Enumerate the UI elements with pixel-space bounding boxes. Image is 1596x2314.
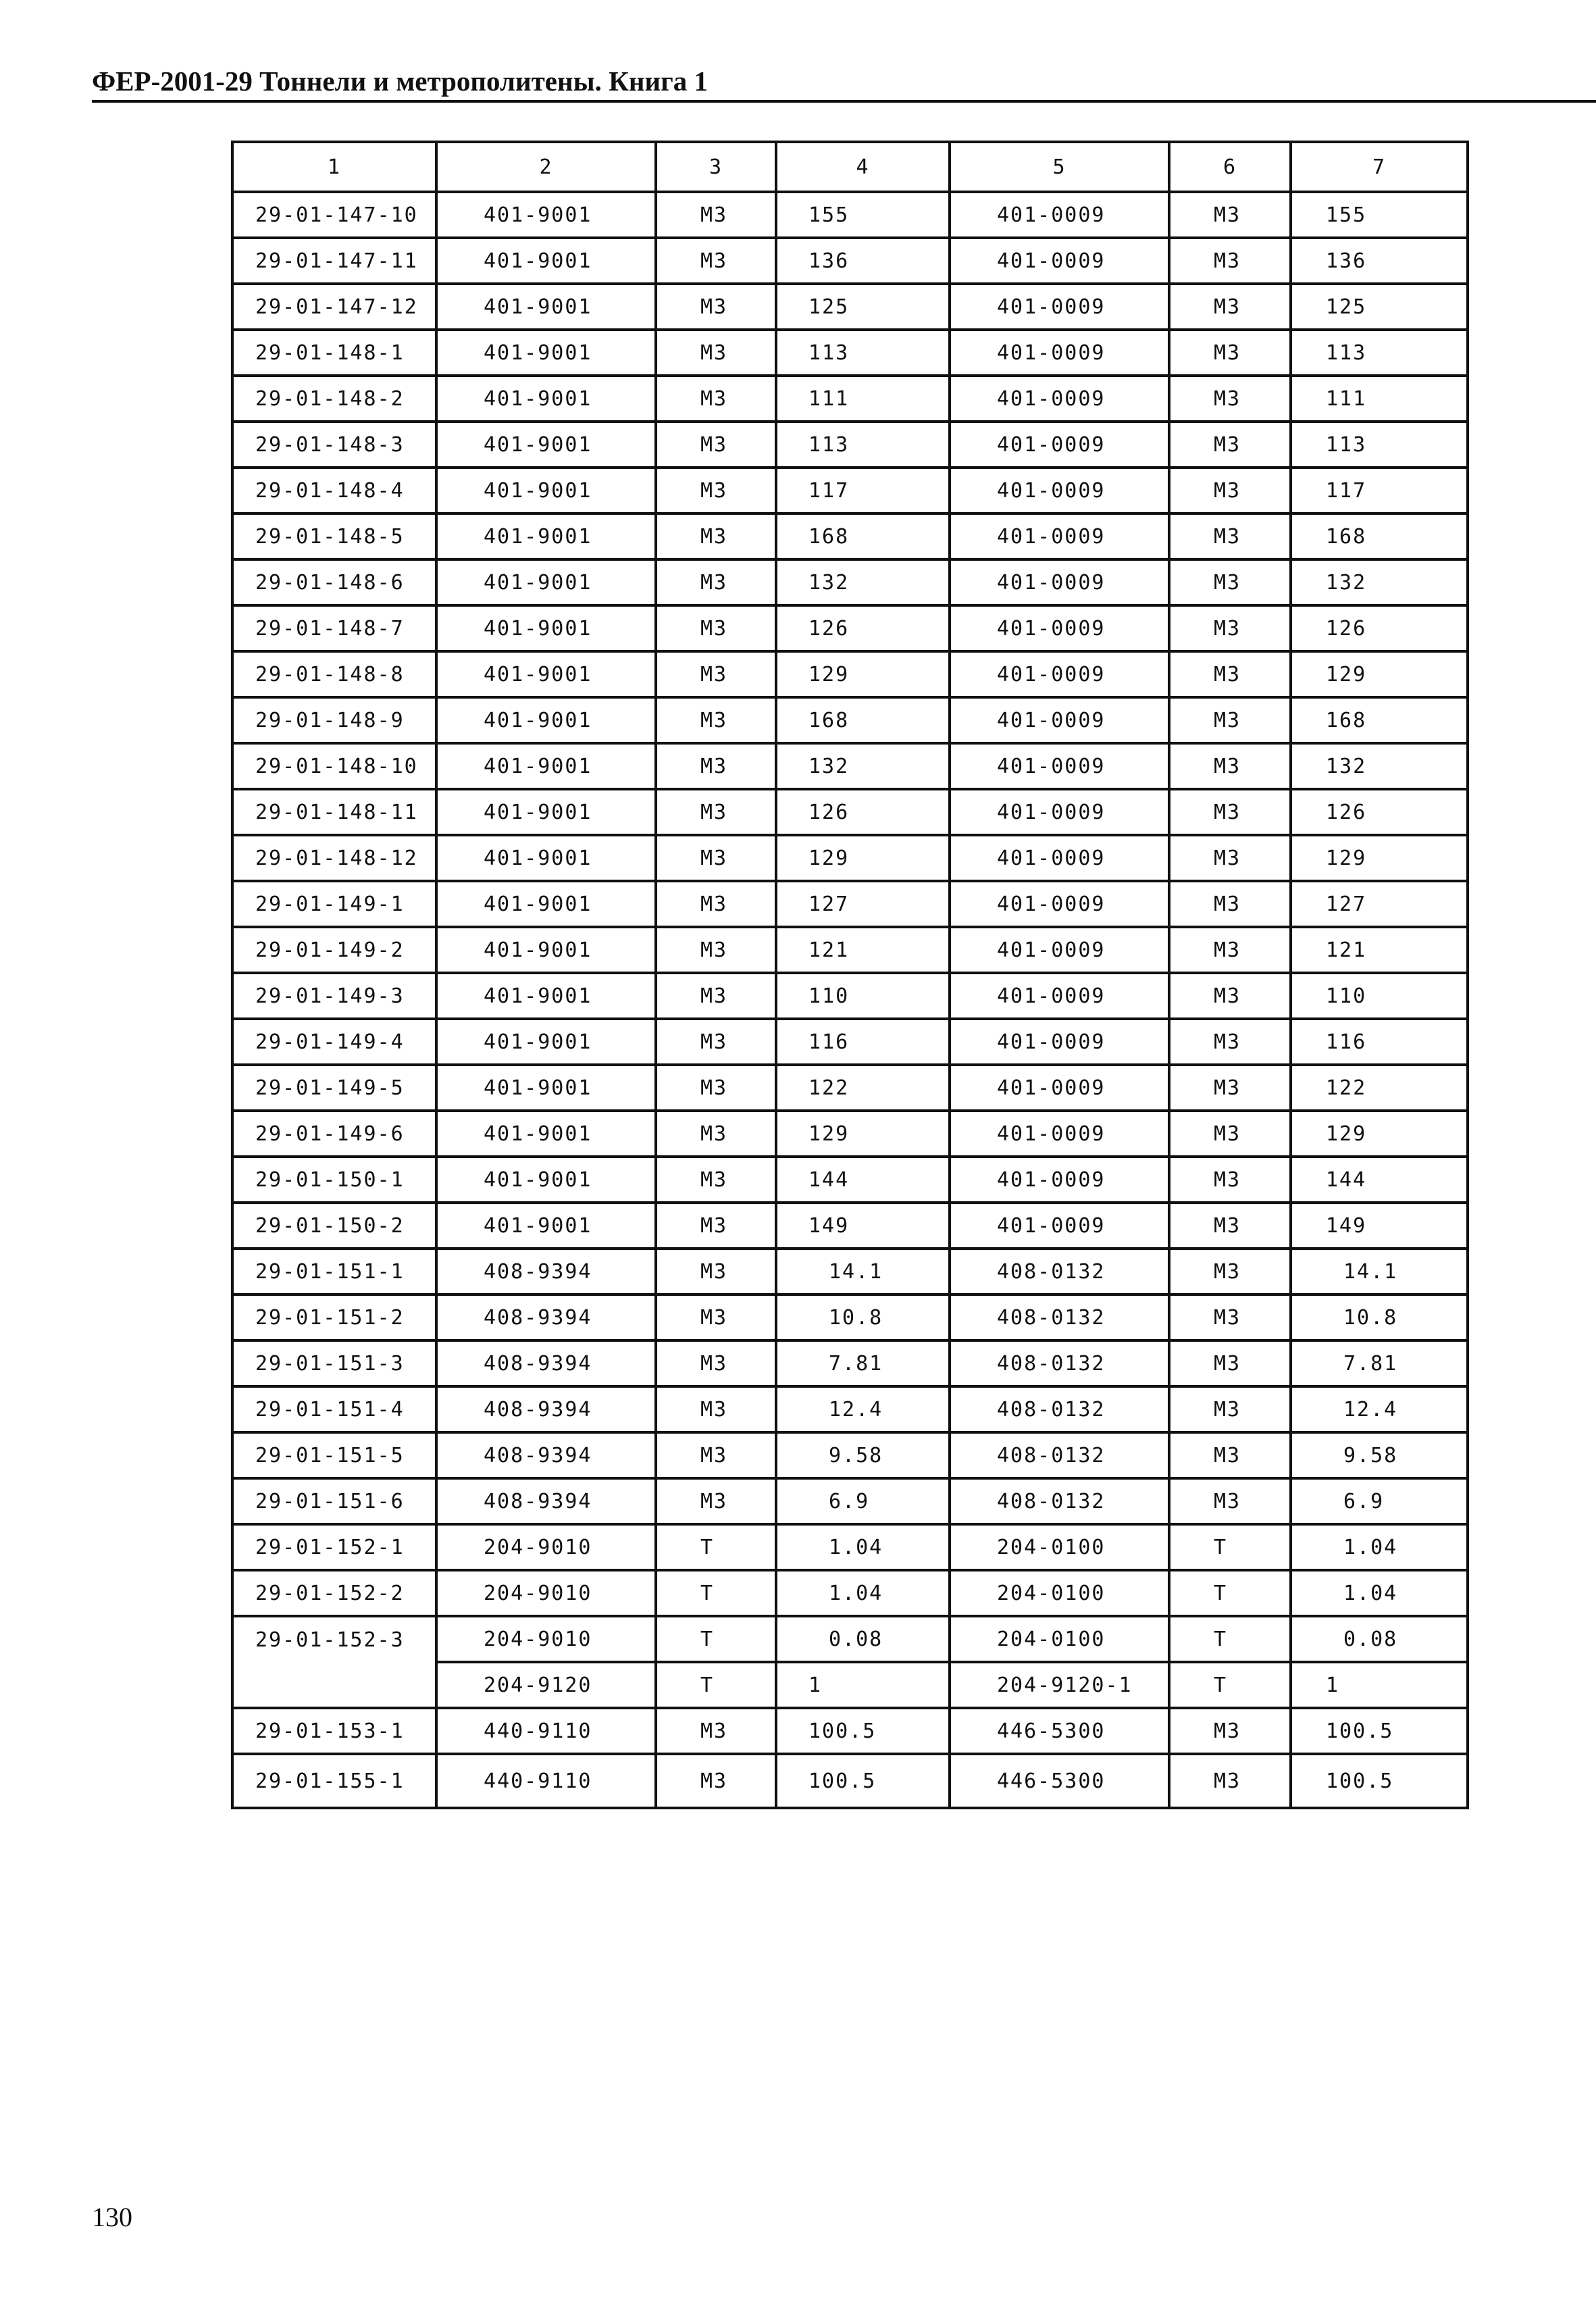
replacement-unit-cell: М3: [1169, 284, 1291, 330]
quantity-cell: 121: [776, 927, 950, 973]
replacement-quantity-cell: 149: [1291, 1203, 1468, 1249]
resource-code-cell: 408-9394: [436, 1249, 656, 1294]
replacement-unit-cell: М3: [1169, 1340, 1291, 1386]
unit-cell: Т: [656, 1524, 776, 1570]
code-cell: 29-01-147-10: [232, 192, 436, 238]
replacement-unit-cell: М3: [1169, 1111, 1291, 1157]
replacement-unit-cell: Т: [1169, 1616, 1291, 1662]
table-row: [232, 1616, 1468, 1662]
replacement-code-cell: 401-0009: [950, 605, 1169, 651]
table-row: [232, 1386, 1468, 1432]
quantity-cell: 116: [776, 1019, 950, 1065]
replacement-code-cell: 408-0132: [950, 1432, 1169, 1478]
unit-cell: М3: [656, 697, 776, 743]
replacement-unit-cell: Т: [1169, 1570, 1291, 1616]
replacement-code-cell: 401-0009: [950, 284, 1169, 330]
table-row: [232, 1065, 1468, 1111]
replacement-quantity-cell: 126: [1291, 605, 1468, 651]
replacement-unit-cell: М3: [1169, 1065, 1291, 1111]
replacement-quantity-cell: 116: [1291, 1019, 1468, 1065]
resource-table-body: [232, 142, 1468, 1808]
replacement-code-cell: 401-0009: [950, 1157, 1169, 1203]
quantity-cell: 113: [776, 330, 950, 376]
resource-code-cell: 401-9001: [436, 513, 656, 559]
resource-table: [231, 141, 1469, 1809]
resource-code-cell: 401-9001: [436, 651, 656, 697]
code-cell: 29-01-148-1: [232, 330, 436, 376]
replacement-code-cell: 401-0009: [950, 330, 1169, 376]
unit-cell: М3: [656, 192, 776, 238]
replacement-quantity-cell: 113: [1291, 422, 1468, 468]
table-row: [232, 789, 1468, 835]
replacement-unit-cell: М3: [1169, 1478, 1291, 1524]
table-row: [232, 1249, 1468, 1294]
replacement-quantity-cell: 100.5: [1291, 1708, 1468, 1754]
quantity-cell: 113: [776, 422, 950, 468]
unit-cell: М3: [656, 927, 776, 973]
replacement-unit-cell: М3: [1169, 1157, 1291, 1203]
resource-code-cell: 401-9001: [436, 605, 656, 651]
replacement-quantity-cell: 121: [1291, 927, 1468, 973]
unit-cell: М3: [656, 1203, 776, 1249]
table-row: [232, 1340, 1468, 1386]
table-row: [232, 697, 1468, 743]
table-row: [232, 927, 1468, 973]
table-row: [232, 973, 1468, 1019]
replacement-unit-cell: М3: [1169, 1386, 1291, 1432]
replacement-unit-cell: М3: [1169, 973, 1291, 1019]
replacement-code-cell: 204-0100: [950, 1616, 1169, 1662]
replacement-code-cell: 401-0009: [950, 651, 1169, 697]
table-row: [232, 1157, 1468, 1203]
unit-cell: М3: [656, 1157, 776, 1203]
replacement-quantity-cell: 129: [1291, 651, 1468, 697]
unit-cell: М3: [656, 513, 776, 559]
replacement-unit-cell: М3: [1169, 881, 1291, 927]
code-cell: 29-01-148-12: [232, 835, 436, 881]
quantity-cell: 168: [776, 513, 950, 559]
code-cell: 29-01-148-4: [232, 468, 436, 513]
replacement-quantity-cell: 129: [1291, 1111, 1468, 1157]
code-cell: 29-01-147-12: [232, 284, 436, 330]
replacement-quantity-cell: 6.9: [1291, 1478, 1468, 1524]
replacement-unit-cell: М3: [1169, 927, 1291, 973]
unit-cell: М3: [656, 973, 776, 1019]
column-header-6: 6: [1169, 142, 1291, 192]
quantity-cell: 126: [776, 789, 950, 835]
quantity-cell: 14.1: [776, 1249, 950, 1294]
unit-cell: М3: [656, 881, 776, 927]
table-row: [232, 1754, 1468, 1808]
replacement-unit-cell: М3: [1169, 605, 1291, 651]
code-cell: 29-01-148-6: [232, 559, 436, 605]
resource-code-cell: 204-9120: [436, 1662, 656, 1708]
replacement-quantity-cell: 100.5: [1291, 1754, 1468, 1808]
quantity-cell: 12.4: [776, 1386, 950, 1432]
code-cell: 29-01-153-1: [232, 1708, 436, 1754]
quantity-cell: 1.04: [776, 1570, 950, 1616]
table-row: [232, 1662, 1468, 1708]
replacement-quantity-cell: 14.1: [1291, 1249, 1468, 1294]
table-row: [232, 238, 1468, 284]
quantity-cell: 122: [776, 1065, 950, 1111]
unit-cell: М3: [656, 743, 776, 789]
quantity-cell: 129: [776, 1111, 950, 1157]
replacement-quantity-cell: 1.04: [1291, 1524, 1468, 1570]
quantity-cell: 1.04: [776, 1524, 950, 1570]
unit-cell: М3: [656, 330, 776, 376]
resource-code-cell: 408-9394: [436, 1478, 656, 1524]
replacement-code-cell: 204-0100: [950, 1524, 1169, 1570]
table-row: [232, 1524, 1468, 1570]
replacement-code-cell: 401-0009: [950, 697, 1169, 743]
table-row: [232, 1570, 1468, 1616]
replacement-code-cell: 401-0009: [950, 468, 1169, 513]
resource-code-cell: 401-9001: [436, 1157, 656, 1203]
table-row: [232, 468, 1468, 513]
replacement-code-cell: 401-0009: [950, 1019, 1169, 1065]
replacement-unit-cell: М3: [1169, 422, 1291, 468]
quantity-cell: 132: [776, 743, 950, 789]
code-cell: 29-01-149-3: [232, 973, 436, 1019]
resource-code-cell: 401-9001: [436, 881, 656, 927]
replacement-unit-cell: М3: [1169, 330, 1291, 376]
column-header-3: 3: [656, 142, 776, 192]
code-cell: 29-01-148-11: [232, 789, 436, 835]
quantity-cell: 0.08: [776, 1616, 950, 1662]
replacement-unit-cell: М3: [1169, 1432, 1291, 1478]
replacement-code-cell: 401-0009: [950, 835, 1169, 881]
code-cell: 29-01-148-9: [232, 697, 436, 743]
code-cell: 29-01-149-4: [232, 1019, 436, 1065]
replacement-code-cell: 401-0009: [950, 376, 1169, 422]
code-cell: 29-01-147-11: [232, 238, 436, 284]
replacement-code-cell: 401-0009: [950, 1065, 1169, 1111]
table-row: [232, 1019, 1468, 1065]
replacement-quantity-cell: 12.4: [1291, 1386, 1468, 1432]
replacement-unit-cell: М3: [1169, 468, 1291, 513]
table-row: [232, 1432, 1468, 1478]
resource-code-cell: 401-9001: [436, 1065, 656, 1111]
resource-code-cell: 408-9394: [436, 1294, 656, 1340]
quantity-cell: 155: [776, 192, 950, 238]
replacement-code-cell: 401-0009: [950, 513, 1169, 559]
unit-cell: М3: [656, 284, 776, 330]
replacement-unit-cell: М3: [1169, 238, 1291, 284]
unit-cell: М3: [656, 1111, 776, 1157]
replacement-unit-cell: М3: [1169, 192, 1291, 238]
resource-code-cell: 408-9394: [436, 1340, 656, 1386]
resource-code-cell: 204-9010: [436, 1616, 656, 1662]
code-cell: 29-01-149-6: [232, 1111, 436, 1157]
code-cell: 29-01-149-5: [232, 1065, 436, 1111]
quantity-cell: 7.81: [776, 1340, 950, 1386]
replacement-code-cell: 204-0100: [950, 1570, 1169, 1616]
replacement-code-cell: 401-0009: [950, 973, 1169, 1019]
replacement-quantity-cell: 136: [1291, 238, 1468, 284]
replacement-code-cell: 204-9120-1: [950, 1662, 1169, 1708]
replacement-unit-cell: М3: [1169, 376, 1291, 422]
unit-cell: М3: [656, 1708, 776, 1754]
replacement-quantity-cell: 129: [1291, 835, 1468, 881]
resource-code-cell: 401-9001: [436, 973, 656, 1019]
table-row: [232, 605, 1468, 651]
replacement-code-cell: 408-0132: [950, 1386, 1169, 1432]
replacement-quantity-cell: 1: [1291, 1662, 1468, 1708]
resource-code-cell: 401-9001: [436, 422, 656, 468]
quantity-cell: 144: [776, 1157, 950, 1203]
replacement-quantity-cell: 155: [1291, 192, 1468, 238]
replacement-unit-cell: Т: [1169, 1662, 1291, 1708]
table-row: [232, 881, 1468, 927]
resource-code-cell: 204-9010: [436, 1524, 656, 1570]
unit-cell: М3: [656, 1386, 776, 1432]
resource-code-cell: 401-9001: [436, 1203, 656, 1249]
unit-cell: М3: [656, 605, 776, 651]
table-row: [232, 192, 1468, 238]
unit-cell: М3: [656, 1432, 776, 1478]
table-row: [232, 1294, 1468, 1340]
replacement-unit-cell: М3: [1169, 1019, 1291, 1065]
replacement-unit-cell: М3: [1169, 789, 1291, 835]
code-cell: 29-01-151-3: [232, 1340, 436, 1386]
unit-cell: М3: [656, 1249, 776, 1294]
resource-code-cell: 401-9001: [436, 376, 656, 422]
replacement-quantity-cell: 110: [1291, 973, 1468, 1019]
replacement-quantity-cell: 0.08: [1291, 1616, 1468, 1662]
replacement-unit-cell: М3: [1169, 1203, 1291, 1249]
table-row: [232, 1708, 1468, 1754]
unit-cell: М3: [656, 835, 776, 881]
quantity-cell: 129: [776, 835, 950, 881]
replacement-code-cell: 401-0009: [950, 192, 1169, 238]
replacement-code-cell: 401-0009: [950, 789, 1169, 835]
replacement-quantity-cell: 132: [1291, 743, 1468, 789]
quantity-cell: 149: [776, 1203, 950, 1249]
quantity-cell: 168: [776, 697, 950, 743]
unit-cell: М3: [656, 559, 776, 605]
table-row: [232, 559, 1468, 605]
replacement-code-cell: 401-0009: [950, 743, 1169, 789]
resource-code-cell: 401-9001: [436, 743, 656, 789]
table-row: [232, 376, 1468, 422]
resource-code-cell: 401-9001: [436, 835, 656, 881]
quantity-cell: 9.58: [776, 1432, 950, 1478]
resource-code-cell: 408-9394: [436, 1432, 656, 1478]
replacement-unit-cell: М3: [1169, 743, 1291, 789]
resource-code-cell: 440-9110: [436, 1754, 656, 1808]
replacement-code-cell: 401-0009: [950, 1203, 1169, 1249]
column-header-4: 4: [776, 142, 950, 192]
replacement-unit-cell: М3: [1169, 651, 1291, 697]
replacement-unit-cell: Т: [1169, 1524, 1291, 1570]
resource-code-cell: 401-9001: [436, 192, 656, 238]
quantity-cell: 111: [776, 376, 950, 422]
unit-cell: Т: [656, 1616, 776, 1662]
code-cell: 29-01-150-1: [232, 1157, 436, 1203]
replacement-unit-cell: М3: [1169, 1708, 1291, 1754]
quantity-cell: 136: [776, 238, 950, 284]
resource-code-cell: 401-9001: [436, 559, 656, 605]
replacement-quantity-cell: 168: [1291, 697, 1468, 743]
replacement-code-cell: 446-5300: [950, 1708, 1169, 1754]
quantity-cell: 125: [776, 284, 950, 330]
quantity-cell: 117: [776, 468, 950, 513]
table-row: [232, 835, 1468, 881]
replacement-code-cell: 401-0009: [950, 238, 1169, 284]
quantity-cell: 132: [776, 559, 950, 605]
table-header-row: [232, 142, 1468, 192]
replacement-unit-cell: М3: [1169, 697, 1291, 743]
unit-cell: М3: [656, 651, 776, 697]
replacement-quantity-cell: 7.81: [1291, 1340, 1468, 1386]
code-cell: 29-01-151-6: [232, 1478, 436, 1524]
resource-code-cell: 401-9001: [436, 789, 656, 835]
resource-table-wrapper: [231, 141, 1469, 1809]
code-cell: 29-01-155-1: [232, 1754, 436, 1808]
code-cell: 29-01-151-2: [232, 1294, 436, 1340]
unit-cell: М3: [656, 1478, 776, 1524]
replacement-code-cell: 446-5300: [950, 1754, 1169, 1808]
unit-cell: Т: [656, 1662, 776, 1708]
resource-code-cell: 401-9001: [436, 468, 656, 513]
quantity-cell: 129: [776, 651, 950, 697]
page-header-title: ФЕР-2001-29 Тоннели и метрополитены. Книга 1: [92, 66, 708, 97]
unit-cell: М3: [656, 1754, 776, 1808]
column-header-1: 1: [232, 142, 436, 192]
unit-cell: М3: [656, 468, 776, 513]
replacement-quantity-cell: 113: [1291, 330, 1468, 376]
unit-cell: М3: [656, 422, 776, 468]
code-cell: 29-01-152-3: [232, 1616, 436, 1662]
column-header-7: 7: [1291, 142, 1468, 192]
table-row: [232, 743, 1468, 789]
column-header-2: 2: [436, 142, 656, 192]
code-cell: [232, 1662, 436, 1708]
page-number: 130: [92, 2202, 132, 2232]
table-row: [232, 330, 1468, 376]
replacement-unit-cell: М3: [1169, 1294, 1291, 1340]
code-cell: 29-01-149-1: [232, 881, 436, 927]
replacement-unit-cell: М3: [1169, 835, 1291, 881]
replacement-code-cell: 408-0132: [950, 1294, 1169, 1340]
table-row: [232, 651, 1468, 697]
unit-cell: М3: [656, 376, 776, 422]
replacement-unit-cell: М3: [1169, 513, 1291, 559]
resource-code-cell: 408-9394: [436, 1386, 656, 1432]
quantity-cell: 126: [776, 605, 950, 651]
replacement-quantity-cell: 117: [1291, 468, 1468, 513]
replacement-quantity-cell: 127: [1291, 881, 1468, 927]
resource-code-cell: 440-9110: [436, 1708, 656, 1754]
replacement-quantity-cell: 111: [1291, 376, 1468, 422]
replacement-unit-cell: М3: [1169, 559, 1291, 605]
replacement-quantity-cell: 168: [1291, 513, 1468, 559]
quantity-cell: 100.5: [776, 1708, 950, 1754]
code-cell: 29-01-148-3: [232, 422, 436, 468]
table-row: [232, 1111, 1468, 1157]
replacement-quantity-cell: 122: [1291, 1065, 1468, 1111]
table-row: [232, 1478, 1468, 1524]
resource-code-cell: 204-9010: [436, 1570, 656, 1616]
resource-code-cell: 401-9001: [436, 697, 656, 743]
replacement-unit-cell: М3: [1169, 1249, 1291, 1294]
quantity-cell: 6.9: [776, 1478, 950, 1524]
unit-cell: М3: [656, 789, 776, 835]
table-row: [232, 1203, 1468, 1249]
code-cell: 29-01-148-2: [232, 376, 436, 422]
replacement-quantity-cell: 1.04: [1291, 1570, 1468, 1616]
replacement-quantity-cell: 126: [1291, 789, 1468, 835]
unit-cell: М3: [656, 1065, 776, 1111]
code-cell: 29-01-148-10: [232, 743, 436, 789]
code-cell: 29-01-151-4: [232, 1386, 436, 1432]
resource-code-cell: 401-9001: [436, 284, 656, 330]
replacement-quantity-cell: 132: [1291, 559, 1468, 605]
replacement-code-cell: 401-0009: [950, 559, 1169, 605]
code-cell: 29-01-151-1: [232, 1249, 436, 1294]
unit-cell: М3: [656, 1294, 776, 1340]
resource-code-cell: 401-9001: [436, 238, 656, 284]
replacement-unit-cell: М3: [1169, 1754, 1291, 1808]
code-cell: 29-01-151-5: [232, 1432, 436, 1478]
replacement-quantity-cell: 10.8: [1291, 1294, 1468, 1340]
header-rule: [92, 100, 1596, 103]
code-cell: 29-01-149-2: [232, 927, 436, 973]
unit-cell: М3: [656, 1340, 776, 1386]
code-cell: 29-01-150-2: [232, 1203, 436, 1249]
resource-code-cell: 401-9001: [436, 927, 656, 973]
quantity-cell: 100.5: [776, 1754, 950, 1808]
resource-code-cell: 401-9001: [436, 1019, 656, 1065]
unit-cell: Т: [656, 1570, 776, 1616]
unit-cell: М3: [656, 238, 776, 284]
table-row: [232, 513, 1468, 559]
code-cell: 29-01-148-8: [232, 651, 436, 697]
code-cell: 29-01-148-7: [232, 605, 436, 651]
replacement-quantity-cell: 9.58: [1291, 1432, 1468, 1478]
quantity-cell: 1: [776, 1662, 950, 1708]
replacement-code-cell: 408-0132: [950, 1249, 1169, 1294]
replacement-code-cell: 408-0132: [950, 1340, 1169, 1386]
replacement-code-cell: 401-0009: [950, 881, 1169, 927]
quantity-cell: 10.8: [776, 1294, 950, 1340]
unit-cell: М3: [656, 1019, 776, 1065]
column-header-5: 5: [950, 142, 1169, 192]
code-cell: 29-01-152-1: [232, 1524, 436, 1570]
code-cell: 29-01-152-2: [232, 1570, 436, 1616]
table-row: [232, 422, 1468, 468]
replacement-quantity-cell: 144: [1291, 1157, 1468, 1203]
replacement-code-cell: 401-0009: [950, 1111, 1169, 1157]
replacement-quantity-cell: 125: [1291, 284, 1468, 330]
quantity-cell: 110: [776, 973, 950, 1019]
quantity-cell: 127: [776, 881, 950, 927]
resource-code-cell: 401-9001: [436, 330, 656, 376]
replacement-code-cell: 408-0132: [950, 1478, 1169, 1524]
resource-code-cell: 401-9001: [436, 1111, 656, 1157]
replacement-code-cell: 401-0009: [950, 422, 1169, 468]
replacement-code-cell: 401-0009: [950, 927, 1169, 973]
code-cell: 29-01-148-5: [232, 513, 436, 559]
table-row: [232, 284, 1468, 330]
